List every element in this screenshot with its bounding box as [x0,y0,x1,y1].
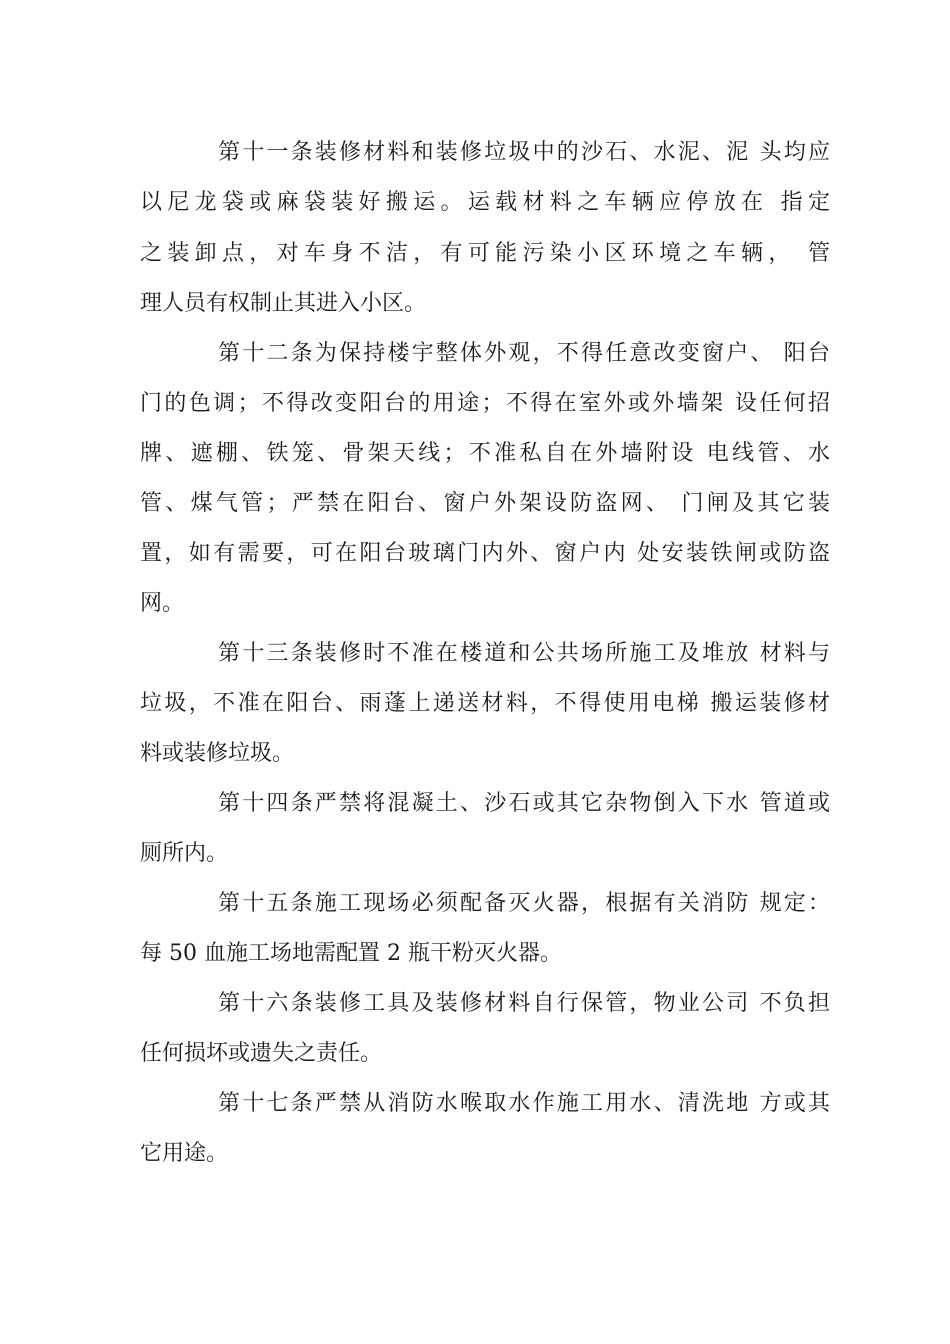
text-line: 厕所内。 [140,841,229,866]
text-line: 第十六条装修工具及装修材料自行保管，物业公司 不负担 [218,991,830,1016]
text-line: 垃圾，不准在阳台、雨蓬上递送材料，不得使用电梯 搬运装修材 [140,691,830,716]
text-line: 任何损坏或遗失之责任。 [140,1041,383,1066]
text-line: 第十四条严禁将混凝土、沙石或其它杂物倒入下水 管道或 [218,791,830,816]
text-line: 管、煤气管；严禁在阳台、窗户外架设防盗网、 门闸及其它装 [140,491,830,516]
text-line: 第十一条装修材料和装修垃圾中的沙石、水泥、泥 头均应 [218,140,830,165]
text-line: 置，如有需要，可在阳台玻璃门内外、窗户内 处安装铁闸或防盗 [140,541,830,566]
text-line: 第十五条施工现场必须配备灭火器，根据有关消防 规定： [218,891,830,916]
text-line: 它用途。 [140,1141,229,1166]
text-line: 每 50 血施工场地需配置 2 瓶干粉灭火器。 [140,941,562,966]
text-line: 第十七条严禁从消防水喉取水作施工用水、清洗地 方或其 [218,1091,830,1116]
text-line: 以尼龙袋或麻袋装好搬运。运载材料之车辆应停放在 指定 [140,190,830,215]
text-line: 门的色调；不得改变阳台的用途；不得在室外或外墙架 设任何招 [140,391,830,416]
text-line: 第十二条为保持楼宇整体外观，不得任意改变窗户、 阳台 [218,341,830,366]
text-line: 牌、遮棚、铁笼、骨架天线；不准私自在外墙附设 电线管、水 [140,441,830,466]
text-line: 料或装修垃圾。 [140,741,295,766]
text-line: 理人员有权制止其进入小区。 [140,291,427,316]
text-line: 网。 [140,591,185,616]
text-line: 之装卸点，对车身不洁，有可能污染小区环境之车辆， 管 [140,241,830,266]
text-line: 第十三条装修时不准在楼道和公共场所施工及堆放 材料与 [218,641,830,666]
